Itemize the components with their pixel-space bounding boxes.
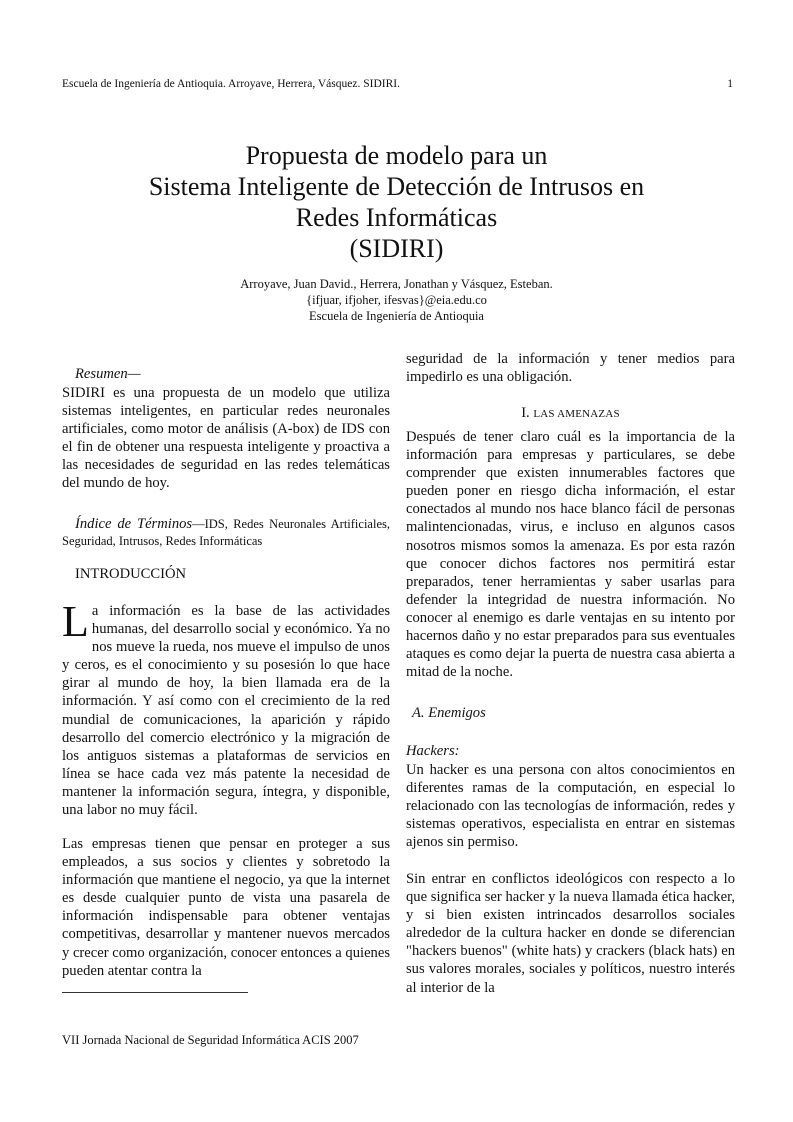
section-heading bbox=[406, 405, 735, 422]
subsection-heading: A. Enemigos bbox=[412, 705, 486, 721]
intro-heading: INTRODUCCIÓN bbox=[75, 566, 187, 582]
section-number: I. bbox=[521, 405, 530, 421]
title-line-4: (SIDIRI) bbox=[349, 234, 444, 263]
abstract-heading: Resumen— bbox=[75, 366, 141, 382]
footnote-divider bbox=[62, 992, 248, 993]
index-terms-heading: Índice de Términos bbox=[75, 516, 193, 532]
intro-paragraph-1-text: a información es la base de las actividades humanas, del desarrollo social y económico. Ya no nos mueve la rueda, nos mueve el impulso de unos y ceros, es el conocimiento y su posesión lo que hace girar al mundo de hoy, la bien llamada era de la información. Y así como con el crecimiento de la red mundial de comunicaciones, la aparición y rápido desarrollo del comercio electrónico y la migración de los antiguos sistemas a plataformas de servicios en línea se hace cada vez más patente la necesidad de mantener la información segura, íntegra, y disponible, una labor no muy fácil. bbox=[62, 603, 390, 819]
author-emails: {ifjuar, ifjoher, ifesvas}@eia.edu.co bbox=[306, 293, 487, 307]
paper-title bbox=[0, 140, 793, 264]
title-line-1: Propuesta de modelo para un bbox=[245, 141, 548, 170]
title-line-2: Sistema Inteligente de Detección de Intrusos en bbox=[148, 172, 645, 201]
page-number: 1 bbox=[727, 78, 733, 90]
section-title: LAS AMENAZAS bbox=[533, 408, 620, 420]
author-affiliation: Escuela de Ingeniería de Antioquia bbox=[309, 309, 484, 323]
hackers-heading: Hackers: bbox=[406, 743, 460, 759]
right-paragraph-1: Después de tener claro cuál es la importancia de la información para empresas y particulares, se debe comprender que existen innumerables factores que pueden poner en riesgo dicha información, el estar conectados al mundo nos hace blanco fácil de personas malintencionadas, virus, e incluso en algunos casos nosotros mismos somos la amenaza. Es por esta razón que conocer dichos factores nos permitirá estar preparados, tener herramientas y saber usarlas para defender la integridad de nuestra información. No conocer al enemigo es darle ventajas en su intento por hacernos daño y no estar preparados para sus eventuales ataques es como dejar la puerta de nuestra casa abierta a mitad de la noche. bbox=[406, 429, 735, 681]
right-paragraph-2: Un hacker es una persona con altos conocimientos en diferentes ramas de la computación, en especial lo relacionado con las tecnologías de información, redes y sistemas operativos, especialista en entrar en sistemas ajenos sin permiso. bbox=[406, 762, 735, 851]
title-line-3: Redes Informáticas bbox=[295, 203, 498, 232]
page-footer: VII Jornada Nacional de Seguridad Informática ACIS 2007 bbox=[62, 1033, 359, 1047]
running-header: Escuela de Ingeniería de Antioquia. Arroyave, Herrera, Vásquez. SIDIRI. bbox=[62, 78, 400, 90]
author-names: Arroyave, Juan David., Herrera, Jonathan y Vásquez, Esteban. bbox=[240, 277, 553, 291]
intro-paragraph-1 bbox=[62, 597, 390, 819]
drop-cap: L bbox=[62, 597, 89, 646]
index-terms bbox=[62, 516, 390, 550]
abstract-body: SIDIRI es una propuesta de un modelo que utiliza sistemas inteligentes, en particular redes neuronales artificiales, como motor de análisis (A-box) de IDS con el fin de obtener una respuesta inteligente y proactiva a las necesidades de seguridad en las redes telemáticas del mundo de hoy. bbox=[62, 385, 390, 492]
author-block bbox=[0, 276, 793, 324]
index-terms-body: —IDS, Redes Neuronales Artificiales, Seguridad, Intrusos, Redes Informáticas bbox=[62, 517, 390, 548]
right-paragraph-0: seguridad de la información y tener medios para impedirlo es una obligación. bbox=[406, 351, 735, 386]
intro-paragraph-2: Las empresas tienen que pensar en proteger a sus empleados, a sus socios y clientes y sobretodo la información que mantiene el negocio, ya que la internet es desde cualquier punto de vista una pasarela de información indispensable para obtener ventajas competitivas, desarrollar y mantener nuevos mercados y crecer como organización, conocer entonces a quienes pueden atentar contra la bbox=[62, 836, 390, 979]
right-paragraph-3: Sin entrar en conflictos ideológicos con respecto a lo que significa ser hacker y la nueva llamada ética hacker, y si bien existen intrincados desarrollos sociales alrededor de la cultura hacker en donde se diferencian "hackers buenos" (white hats) y crackers (black hats) en sus valores morales, sociales y políticos, nuestro interés al interior de la bbox=[406, 871, 735, 996]
